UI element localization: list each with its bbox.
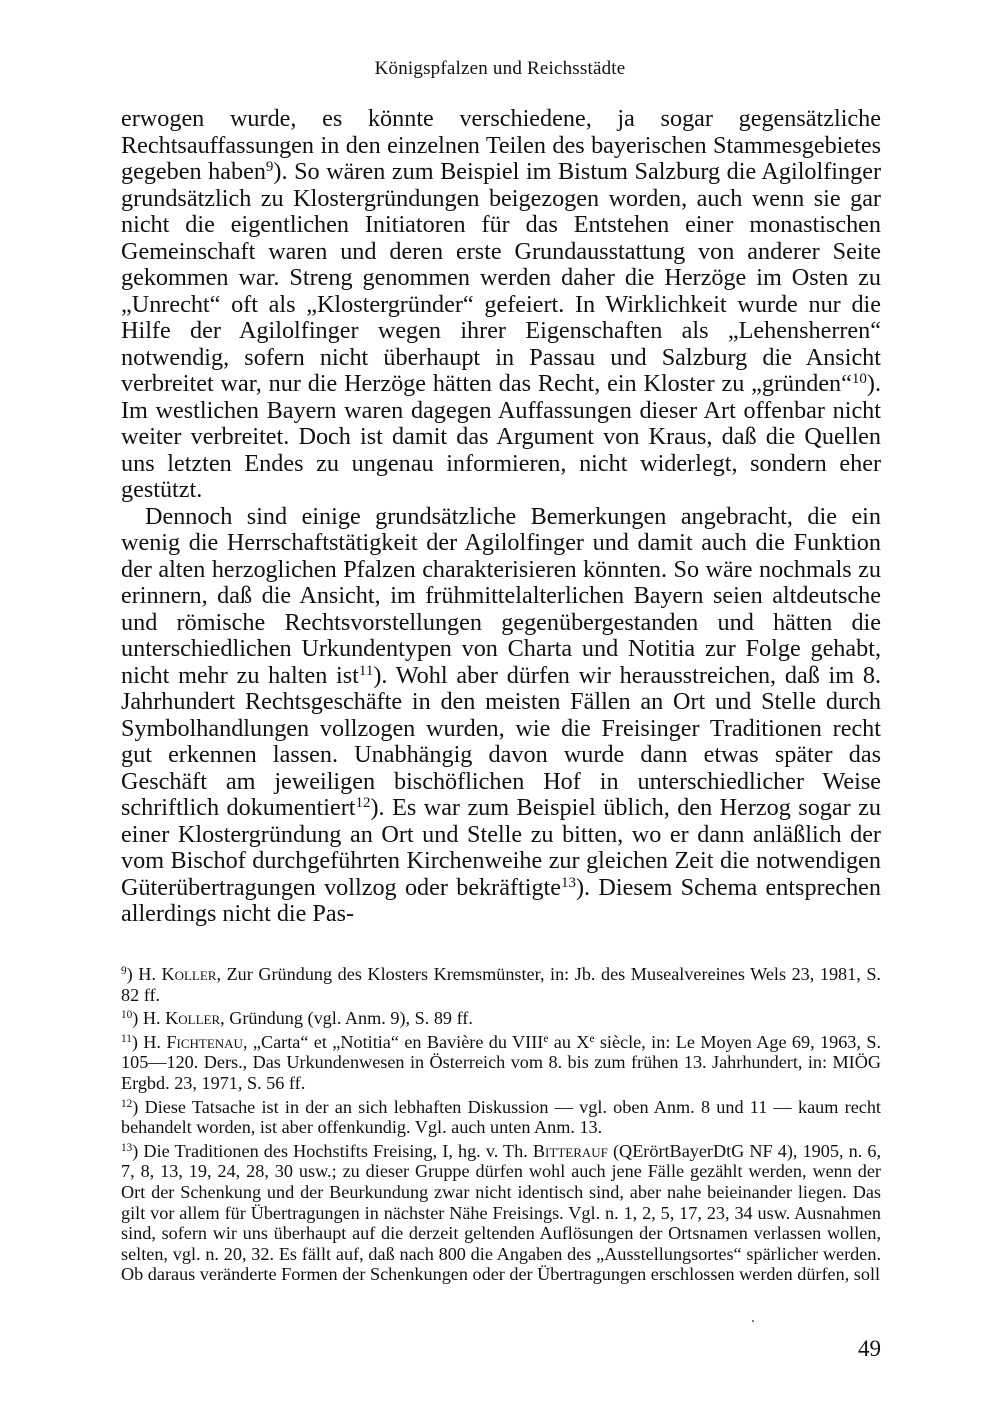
footnote-text: ) H. bbox=[131, 1031, 167, 1052]
paragraph bbox=[121, 504, 881, 928]
scan-speck bbox=[752, 1320, 754, 1322]
footnote-marker: 11 bbox=[121, 1032, 132, 1045]
footnote-marker: 13 bbox=[121, 1141, 133, 1154]
footnote bbox=[121, 964, 881, 1005]
footnote-ref: 9 bbox=[265, 158, 274, 175]
footnotes bbox=[121, 964, 881, 1285]
footnote-text: ) H. bbox=[126, 964, 162, 984]
footnote-ref: 11 bbox=[358, 662, 374, 679]
footnote-ref: 10 bbox=[851, 370, 867, 387]
footnote-text: ) H. bbox=[132, 1008, 166, 1029]
superscript: e bbox=[589, 1032, 595, 1045]
footnote-text: , Zur Gründung des Klosters Kremsmünster, in: Jb. des Musealvereines Wels 23, 1981, S. 82 ff. bbox=[121, 964, 881, 1005]
footnote-text: au X bbox=[548, 1031, 590, 1052]
text-run: ). Wohl aber dürfen wir herausstreichen, daß im 8. Jahrhundert Rechtsgeschäfte in den meisten Fällen an Ort und Stelle durch Symbolhandlungen vollzogen wurden, wie die Freisinger Traditionen recht gut erkennen lassen. Unabhängig davon wurde dann etwas später das Geschäft am jeweiligen bischöflichen Hof in unterschiedlicher Weise schriftlich dokumentiert bbox=[121, 661, 881, 821]
text-run: ). Im westlichen Bayern waren dagegen Auffassungen dieser Art offenbar nicht weiter verbreitet. Doch ist damit das Argument von Kraus, daß die Quellen uns letzten Endes zu ungenau informieren, nicht widerlegt, sondern eher gestützt. bbox=[121, 370, 881, 503]
text-run: ). Diesem Schema entsprechen allerdings nicht die Pas- bbox=[121, 873, 881, 927]
page-number: 49 bbox=[858, 1336, 881, 1361]
footnote-text: ) Die Traditionen des Hochstifts Freising, I, hg. v. Th. bbox=[132, 1140, 533, 1161]
text-run: erwogen wurde, es könnte verschiedene, ja sogar gegensätzliche Rechtsauffassungen in den einzelnen Teilen des bayerischen Stammesgebietes gegeben haben bbox=[121, 105, 881, 185]
footnote bbox=[121, 1008, 881, 1029]
footnote bbox=[121, 1032, 881, 1094]
footnote-marker: 10 bbox=[121, 1008, 133, 1021]
running-head: Königspfalzen und Reichsstädte bbox=[374, 58, 626, 79]
author-name: Koller bbox=[165, 1008, 221, 1029]
footnote-text: , „Carta“ et „Notitia“ en Bavière du VIII bbox=[242, 1031, 544, 1052]
footnote-marker: 9 bbox=[121, 964, 127, 977]
footnote bbox=[121, 1097, 881, 1138]
text-run: Dennoch sind einige grundsätzliche Bemerkungen angebracht, die ein wenig die Herrschaftstätigkeit der Agilolfinger und damit auch die Funktion der alten herzoglichen Pfalzen charakterisieren könnten. So wäre nochmals zu erinnern, daß die Ansicht, im frühmittelalterlichen Bayern seien altdeutsche und römische Rechtsvorstellungen gegenübergestanden und hätten die unterschiedlichen Urkundentypen von Charta und Notitia zur Folge gehabt, nicht mehr zu halten ist bbox=[121, 502, 881, 689]
footnote-text: siècle, in: Le Moyen Age 69, 1963, S. 105—120. Ders., Das Urkundenwesen in Österreich vom 8. bis zum frühen 13. Jahrhundert, in: MIÖG Ergbd. 23, 1971, S. 56 ff. bbox=[121, 1031, 881, 1093]
footnote-text: ) Diese Tatsache ist in der an sich lebhaften Diskussion — vgl. oben Anm. 8 und 11 — kaum recht behandelt worden, ist aber offenkundig. Vgl. auch unten Anm. 13. bbox=[121, 1096, 881, 1138]
paragraph bbox=[121, 106, 881, 504]
superscript: e bbox=[543, 1032, 549, 1045]
footnote-text: (QErörtBayerDtG NF 4), 1905, n. 6, 7, 8, 13, 19, 24, 28, 30 usw.; zu dieser Gruppe dürfen wohl auch jene Fälle gezählt werden, wenn der Ort der Schenkung und der Beurkundung zwar nicht identisch sind, aber nahe beieinander liegen. Das gilt vor allem für Übertragungen in nächster Nähe Freisings. Vgl. n. 1, 2, 5, 17, 23, 34 usw. Ausnahmen sind, sofern wir uns überhaupt auf die derzeit geltenden Auflösungen der Ortsnamen verlassen wollen, selten, vgl. n. 20, 32. Es fällt auf, daß nach 800 die Angaben des „Ausstellungsortes“ spärlicher werden. Ob daraus veränderte Formen der Schenkungen oder der Übertragungen erschlossen werden dürfen, soll bbox=[121, 1140, 881, 1285]
main-text bbox=[121, 106, 881, 928]
author-name: Koller bbox=[161, 964, 217, 984]
text-run: ). So wären zum Beispiel im Bistum Salzburg die Agilolfinger grundsätzlich zu Klostergründungen beigezogen worden, auch wenn sie gar nicht die eigentlichen Initiatoren für das Entstehen einer monastischen Gemeinschaft waren und deren erste Grundausstattung von anderer Seite gekommen war. Streng genommen werden daher die Herzöge im Osten zu „Unrecht“ oft als „Klostergründer“ gefeiert. In Wirklichkeit wurde nur die Hilfe der Agilolfinger wegen ihrer Eigenschaften als „Lehensherren“ notwendig, sofern nicht überhaupt in Passau und Salzburg die Ansicht verbreitet war, nur die Herzöge hätten das Recht, ein Kloster zu „gründen“ bbox=[121, 158, 881, 397]
text-run: ). Es war zum Beispiel üblich, den Herzog sogar zu einer Klostergründung an Ort und Stelle zu bitten, wo er dann anläßlich der vom Bischof durchgeführten Kirchenweihe zur gleichen Zeit die notwendigen Güterübertragungen vollzog oder bekräftigte bbox=[121, 794, 881, 901]
footnote-marker: 12 bbox=[121, 1097, 133, 1110]
footnote-ref: 12 bbox=[355, 794, 371, 811]
footnote bbox=[121, 1141, 881, 1285]
footnote-ref: 13 bbox=[561, 874, 576, 891]
author-name: Bitterauf bbox=[532, 1140, 608, 1161]
author-name: Fichtenau bbox=[166, 1031, 243, 1052]
footnote-text: , Gründung (vgl. Anm. 9), S. 89 ff. bbox=[220, 1008, 473, 1029]
